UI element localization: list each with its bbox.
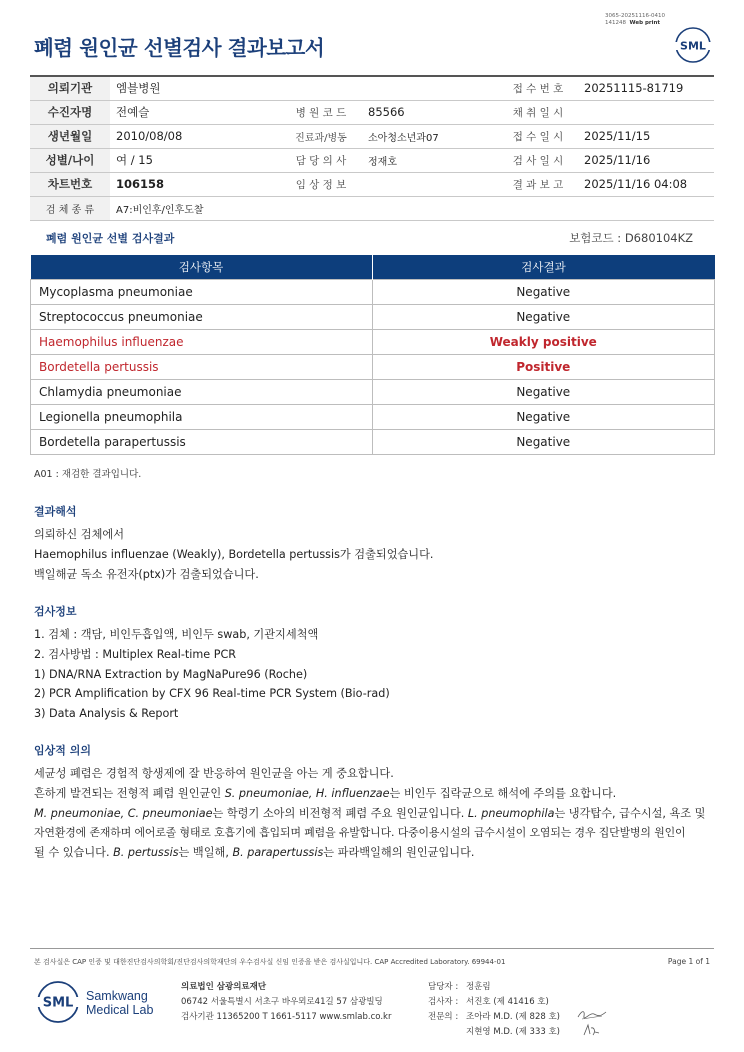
svg-text:Medical Lab: Medical Lab bbox=[86, 1003, 154, 1017]
clinical-heading: 임상적 의의 bbox=[34, 744, 91, 757]
info-row: 성별/나이 여 / 15 담 당 의 사 정재호 검 사 일 시 2025/11/16 bbox=[30, 148, 714, 172]
table-row: Legionella pneumophila Negative bbox=[31, 404, 715, 429]
svg-text:Samkwang: Samkwang bbox=[86, 989, 148, 1003]
table-row: Streptococcus pneumoniae Negative bbox=[31, 304, 715, 329]
info-row: 수진자명 전예슬 병 원 코 드 85566 채 취 일 시 bbox=[30, 100, 714, 124]
signature-icon bbox=[581, 1022, 601, 1038]
svg-text:SML: SML bbox=[680, 39, 706, 53]
interpretation-section: 결과해석 의뢰하신 검체에서 Haemophilus influenzae (Weakly), Bordetella pertussis가 검출되었습니다. 백일해균 독소 유전자(ptx)가 검출되었습니다. bbox=[34, 503, 714, 584]
table-row: Mycoplasma pneumoniae Negative bbox=[31, 279, 715, 304]
table-row: Bordetella parapertussis Negative bbox=[31, 429, 715, 454]
signature-icon bbox=[576, 1008, 608, 1022]
footer-divider bbox=[30, 948, 714, 949]
company-info: 의료법인 삼광의료재단 06742 서울특별시 서초구 바우뫼로41길 57 삼광빌딩 검사기관 11365200 T 1661-5117 www.smlab.co.kr bbox=[181, 982, 392, 1022]
patient-info-table bbox=[30, 75, 714, 221]
table-row-positive: Bordetella pertussis Positive bbox=[31, 354, 715, 379]
svg-text:SML: SML bbox=[42, 995, 74, 1011]
results-section-title: 폐렴 원인균 선별 검사결과 bbox=[46, 232, 175, 245]
table-row-positive: Haemophilus influenzae Weakly positive bbox=[31, 329, 715, 354]
document-code: 3065-20251116-0410 141248 Web print bbox=[605, 13, 665, 26]
col-header-result: 검사결과 bbox=[372, 255, 714, 279]
samkwang-logo-icon bbox=[36, 978, 166, 1026]
info-row: 차트번호 106158 임 상 정 보 결 과 보 고 2025/11/16 04:08 bbox=[30, 172, 714, 196]
retest-note: A01 : 재검한 결과입니다. bbox=[34, 469, 142, 480]
insurance-code: 보험코드 : D680104KZ bbox=[569, 231, 693, 245]
staff-info: 담당자 : 정훈림 검사자 : 서진호 (제 41416 호) 전문의 : 조아라 M.D. (제 828 호) 지현영 M.D. (제 333 호) bbox=[428, 982, 561, 1037]
col-header-item: 검사항목 bbox=[31, 255, 373, 279]
sml-logo-icon bbox=[674, 26, 712, 64]
table-row: Chlamydia pneumoniae Negative bbox=[31, 379, 715, 404]
page-number: Page 1 of 1 bbox=[667, 957, 710, 966]
clinical-section: 임상적 의의 세균성 폐렴은 경험적 항생제에 잘 반응하여 원인균을 아는 게 중요합니다. 흔하게 발견되는 전형적 폐렴 원인균인 S. pneumoniae, H. influenzae는 비인두 집락균으로 해석에 주의를 요합니다. M. pneumoniae, C. pneumoniae는 학령기 소아의 비전형적 폐렴 주요 원인균입니다. L. pneumophila는 냉각탑수, 급수시설, 욕조 및 자연환경에 존재하며 에어로졸 형태로 호흡기에 흡입되며 폐렴을 유발합니다. 다중이용시설의 급수시설이 오염되는 경우 집단발병의 원인이 될 수 있습니다. B. pertussis는 백일해, B. parapertussis는 파라백일해의 원인균입니다. bbox=[34, 742, 714, 863]
info-row: 검 체 종 류 A7:비인후/인후도찰 bbox=[30, 196, 714, 220]
test-info-section: 검사정보 1. 검체 : 객담, 비인두흡입액, 비인두 swab, 기관지세척액 2. 검사방법 : Multiplex Real-time PCR 1) DNA/RNA Extraction by MagNaPure96 (Roche) 2) PCR Amplification by CFX 96 Real-time PCR System (Bio-rad) 3) Data Analysis & Report bbox=[34, 603, 714, 724]
interpretation-heading: 결과해석 bbox=[34, 505, 77, 518]
accreditation-note: 본 검사실은 CAP 인증 및 대한진단검사의학회/진단검사의학재단의 우수검사실 신임 인증을 받은 검사실입니다. CAP Accredited Laboratory. 69944-01 bbox=[34, 958, 506, 966]
page-title: 폐렴 원인균 선별검사 결과보고서 bbox=[34, 36, 325, 60]
results-table bbox=[30, 255, 715, 455]
info-row: 의뢰기관 엠블병원 접 수 번 호 20251115-81719 bbox=[30, 76, 714, 100]
info-row: 생년월일 2010/08/08 진료과/병동 소아청소년과07 접 수 일 시 2025/11/15 bbox=[30, 124, 714, 148]
test-info-heading: 검사정보 bbox=[34, 605, 77, 618]
